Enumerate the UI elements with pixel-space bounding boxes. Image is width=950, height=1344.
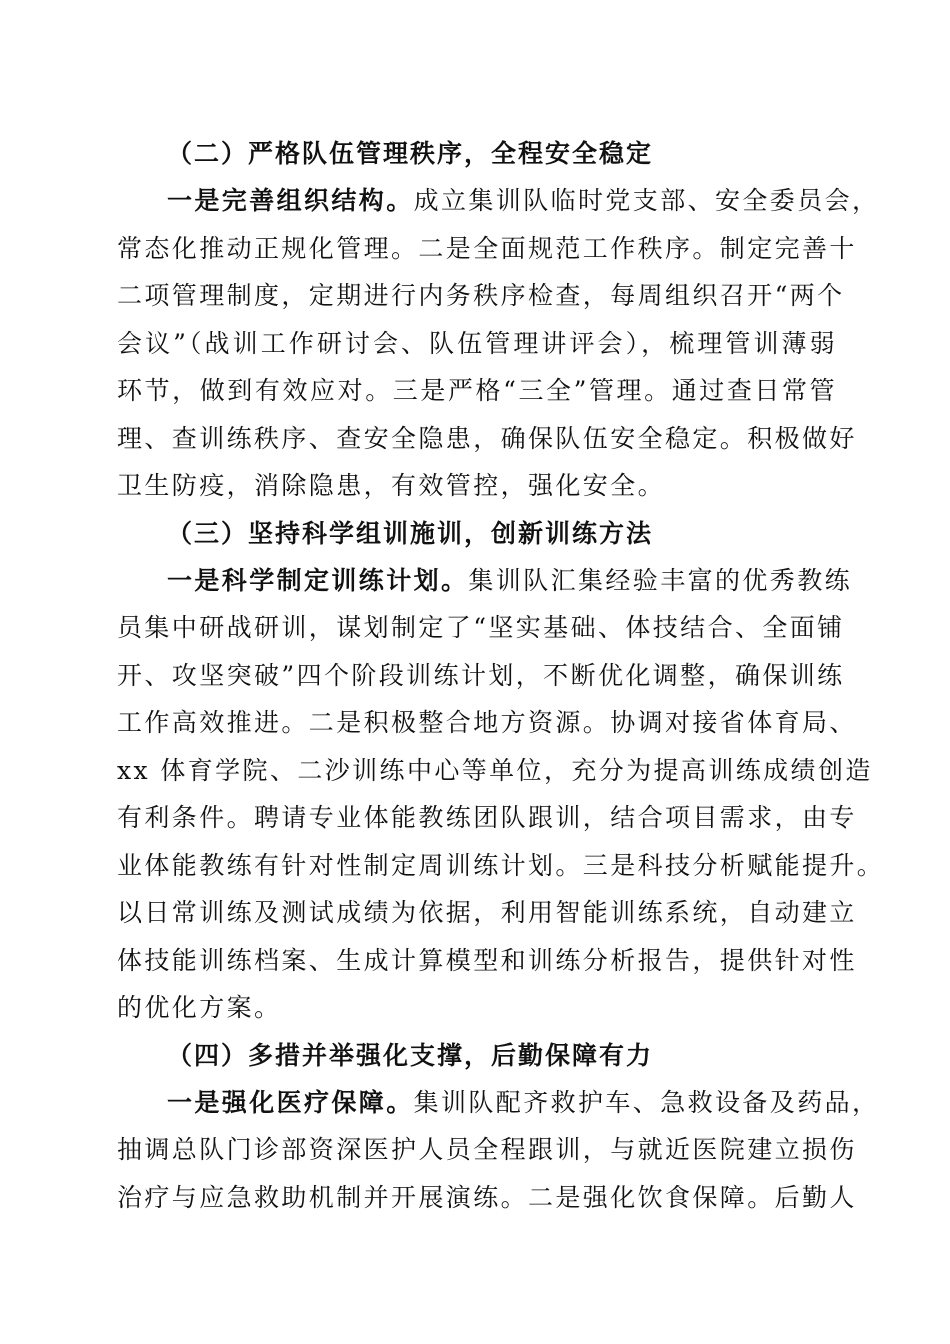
paragraph-line: 会议”（战训工作研讨会、队伍管理讲评会），梳理管训薄弱 [117,328,837,358]
paragraph-line: 理、查训练秩序、查安全隐患，确保队伍安全稳定。积极做好 [117,423,857,453]
paragraph-line: 体技能训练档案、生成计算模型和训练分析报告，提供针对性 [117,945,857,975]
section-body-4 [117,1079,880,1222]
lead-phrase: 一是科学制定训练计划。 [167,565,469,595]
lead-phrase: 一是强化医疗保障。 [167,1087,414,1117]
section-heading-2: （二）严格队伍管理秩序，全程安全稳定 [167,139,654,168]
paragraph-line: 一是完善组织结构。成立集训队临时党支部、安全委员会， [167,186,880,215]
section-heading-4: （四）多措并举强化支撑，后勤保障有力 [167,1040,654,1070]
paragraph-line: 以日常训练及测试成绩为依据，利用智能训练系统，自动建立 [117,898,857,927]
paragraph-line: 工作高效推进。二是积极整合地方资源。协调对接省体育局、 [117,708,857,737]
paragraph-line: xx 体育学院、二沙训练中心等单位，充分为提高训练成绩创造 [117,755,873,785]
paragraph-line: 一是强化医疗保障。集训队配齐救护车、急救设备及药品， [167,1087,880,1117]
paragraph-line: 卫生防疫，消除隐患，有效管控，强化安全。 [117,471,666,500]
paragraph-line: 抽调总队门诊部资深医护人员全程跟训，与就近医院建立损伤 [117,1135,857,1164]
paragraph-line: 二项管理制度，定期进行内务秩序检查，每周组织召开“两个 [117,281,845,310]
paragraph-line: 业体能教练有针对性制定周训练计划。三是科技分析赋能提升。 [117,850,885,880]
paragraph-line: 一是科学制定训练计划。集训队汇集经验丰富的优秀教练 [167,565,853,595]
paragraph-line: 常态化推动正规化管理。二是全面规范工作秩序。制定完善十 [117,233,857,263]
paragraph-line: 环节，做到有效应对。三是严格“三全”管理。通过查日常管 [117,376,837,405]
document-page [117,130,885,1221]
section-body-3 [117,557,885,1032]
paragraph-line: 开、攻坚突破”四个阶段训练计划，不断优化调整，确保训练 [117,660,845,690]
section-heading-3: （三）坚持科学组训施训，创新训练方法 [167,518,654,548]
paragraph-line: 有利条件。聘请专业体能教练团队跟训，结合项目需求，由专 [117,803,857,832]
paragraph-line: 治疗与应急救助机制并开展演练。二是强化饮食保障。后勤人 [117,1182,857,1212]
section-body-2 [117,177,880,510]
paragraph-line: 员集中研战研训，谋划制定了“坚实基础、体技结合、全面铺 [117,613,845,642]
lead-phrase: 一是完善组织结构。 [167,186,414,215]
paragraph-line: 的优化方案。 [117,993,282,1022]
